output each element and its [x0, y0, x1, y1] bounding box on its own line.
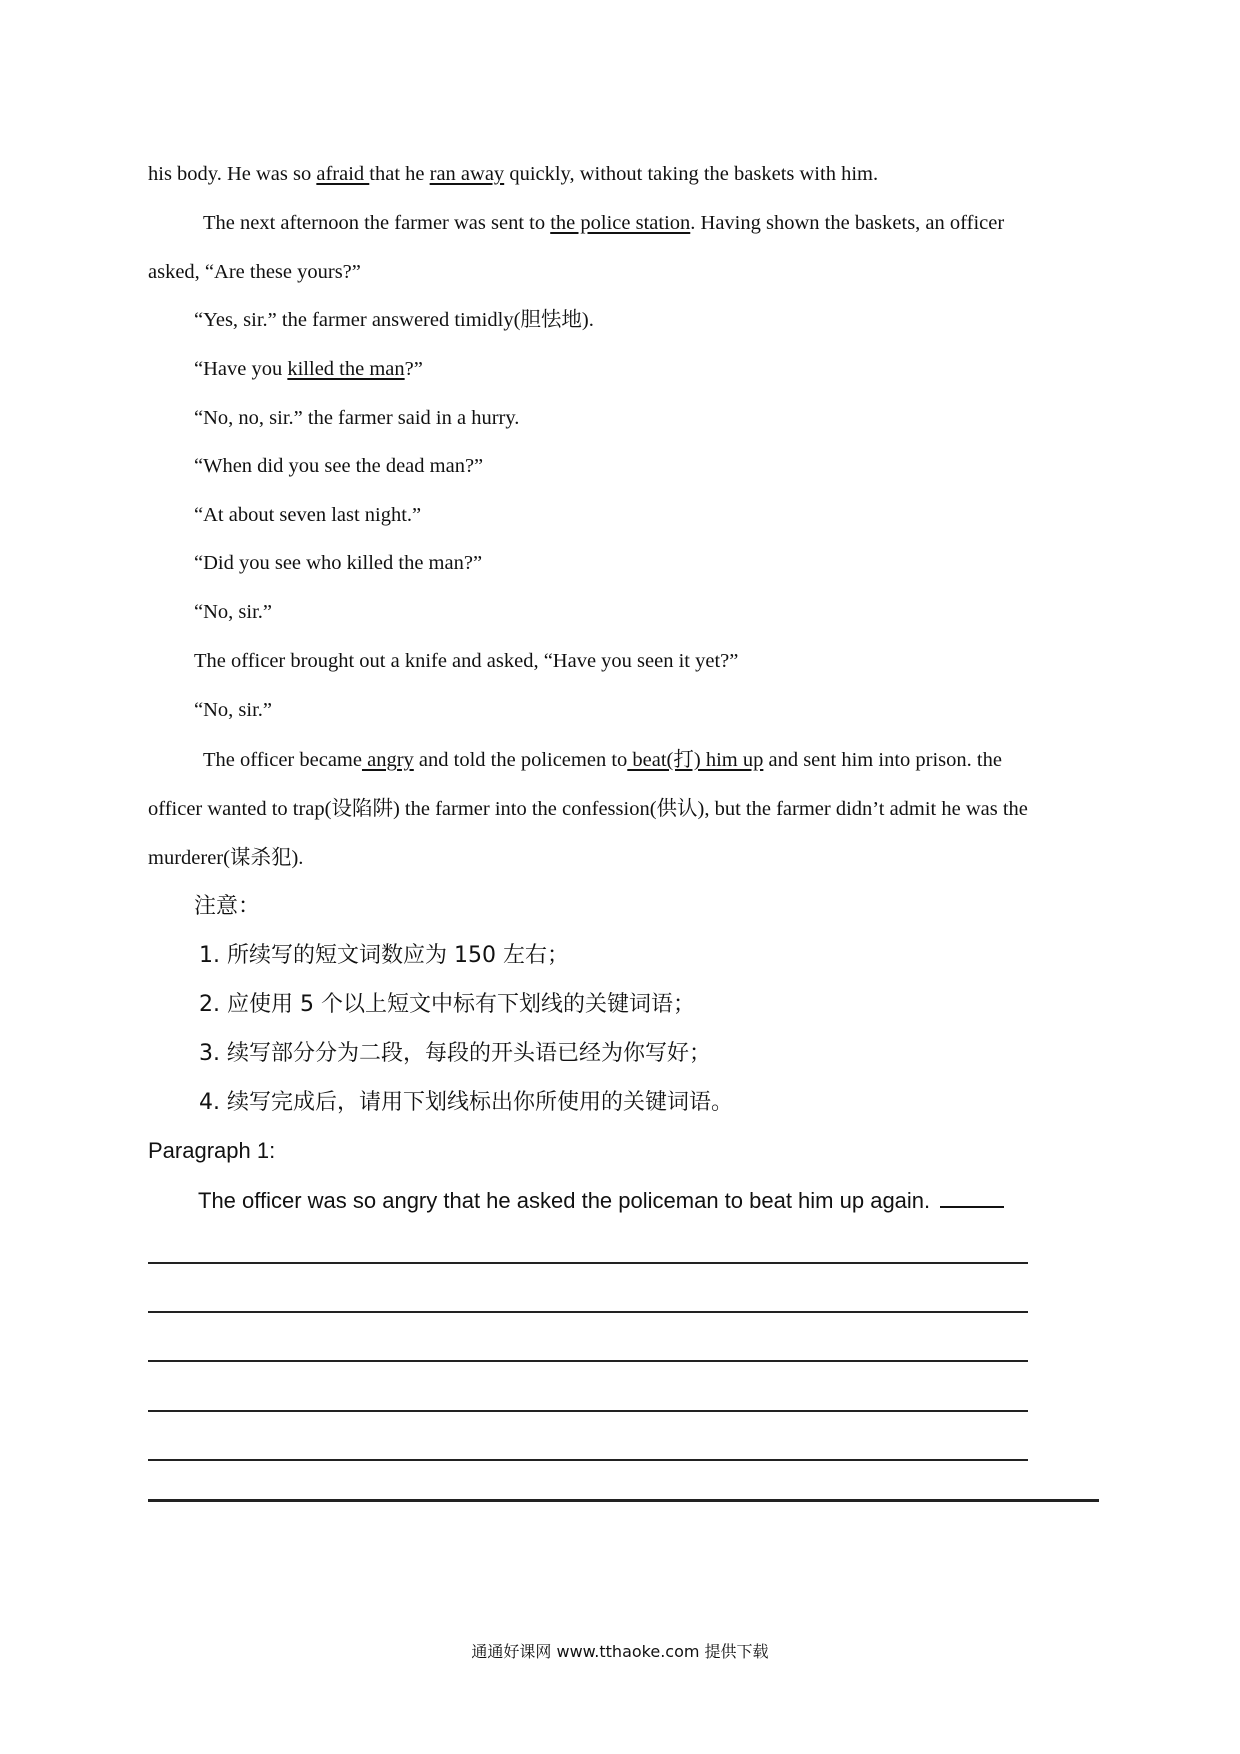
writing-blank: [940, 1186, 1004, 1208]
keyword-killed-the-man: killed the man: [287, 358, 405, 380]
text-segment: “Have you: [194, 358, 288, 380]
story-line-2: [203, 209, 1004, 237]
keyword-ran-away: ran away: [429, 163, 505, 185]
keyword-beat-him-up: beat(打) him up: [627, 749, 764, 771]
story-line-14: officer wanted to trap(设陷阱) the farmer into the confession(供认), but the farmer didn’t admit he was the: [148, 798, 1028, 820]
keyword-angry: angry: [361, 749, 414, 771]
story-line-4: “Yes, sir.” the farmer answered timidly(胆怯地).: [194, 309, 594, 331]
footer: 通通好课网 www.tthaoke.com 提供下载: [471, 1642, 769, 1661]
writing-line: [148, 1311, 1028, 1313]
text-segment: . Having shown the baskets, an officer: [690, 212, 1005, 234]
story-line-8: “At about seven last night.”: [194, 504, 422, 526]
text-segment: The officer became: [203, 749, 362, 771]
writing-line: [148, 1410, 1028, 1412]
text-segment: quickly, without taking the baskets with him.: [504, 163, 879, 185]
paragraph-1-label: Paragraph 1:: [148, 1138, 276, 1163]
keyword-afraid: afraid: [316, 163, 370, 185]
story-line-13: [203, 746, 1002, 774]
note-item-2: 2. 应使用 5 个以上短文中标有下划线的关键词语；: [199, 992, 695, 1017]
writing-line-final: [148, 1499, 1099, 1502]
story-line-6: “No, no, sir.” the farmer said in a hurry.: [194, 407, 520, 429]
story-line-12: “No, sir.”: [194, 699, 272, 721]
writing-line: [148, 1262, 1028, 1264]
story-line-11: The officer brought out a knife and asked, “Have you seen it yet?”: [194, 650, 739, 672]
text-segment: ?”: [404, 358, 423, 380]
text-segment: The next afternoon the farmer was sent to: [203, 212, 551, 234]
story-line-1: [148, 160, 878, 188]
text-segment: and sent him into prison. the: [763, 749, 1002, 771]
story-line-5: [194, 355, 423, 383]
note-item-4: 4. 续写完成后，请用下划线标出你所使用的关键词语。: [199, 1090, 733, 1115]
story-line-10: “No, sir.”: [194, 601, 272, 623]
paragraph-1-opening: [198, 1186, 1004, 1215]
keyword-police-station: the police station: [550, 212, 691, 234]
text-segment: his body. He was so: [148, 163, 317, 185]
text-segment: that he: [369, 163, 430, 185]
writing-line: [148, 1459, 1028, 1461]
writing-line: [148, 1360, 1028, 1362]
text-segment: and told the policemen to: [413, 749, 628, 771]
note-item-3: 3. 续写部分分为二段，每段的开头语已经为你写好；: [199, 1041, 711, 1066]
story-line-9: “Did you see who killed the man?”: [194, 552, 483, 574]
notes-heading: 注意：: [194, 894, 261, 919]
story-line-3: asked, “Are these yours?”: [148, 261, 361, 283]
story-line-7: “When did you see the dead man?”: [194, 455, 484, 477]
note-item-1: 1. 所续写的短文词数应为 150 左右；: [199, 943, 569, 968]
opening-sentence: The officer was so angry that he asked the policeman to beat him up again.: [198, 1188, 931, 1213]
story-line-15: murderer(谋杀犯).: [148, 847, 304, 869]
